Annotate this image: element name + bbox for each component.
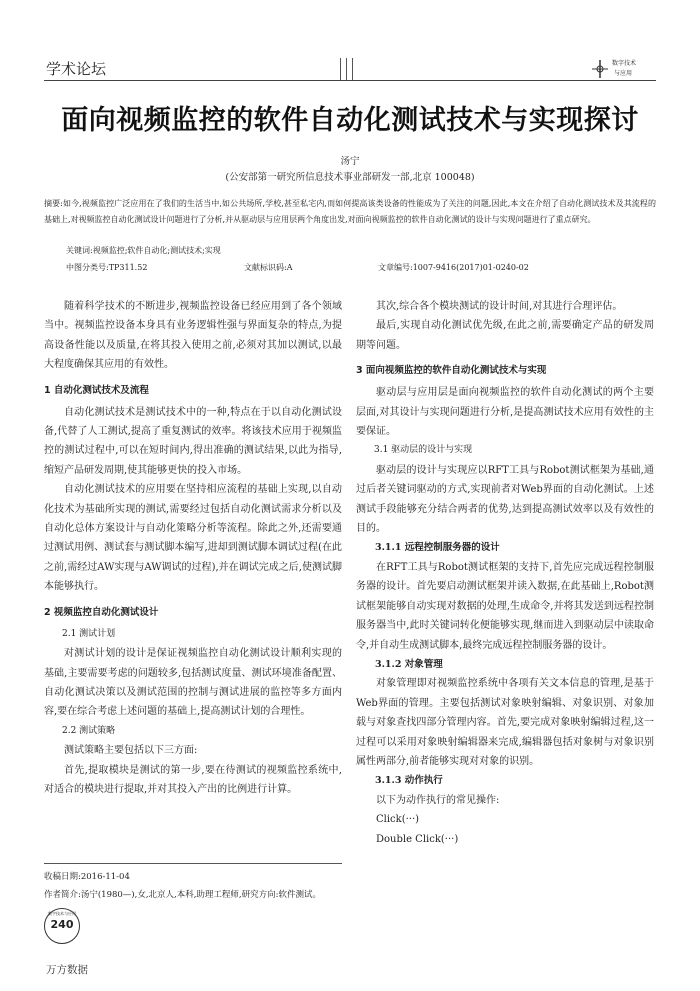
paragraph: 测试策略主要包括以下三方面: xyxy=(64,745,198,757)
paragraph: Double Click(···) xyxy=(376,833,459,845)
paragraph: 最后,实现自动化测试优先级,在此之前,需要确定产品的研发周期等问题。 xyxy=(356,320,654,351)
journal-logo xyxy=(590,58,656,80)
journal-logo-line1: 数字技术 xyxy=(612,60,637,67)
journal-logo-line2: 与应用 xyxy=(614,70,633,77)
section-heading: 3.1 驱动层的设计与实现 xyxy=(374,445,473,456)
section-heading: 2 视频监控自动化测试设计 xyxy=(44,606,159,618)
paragraph: 以下为动作执行的常见操作: xyxy=(376,794,500,806)
paragraph: 首先,提取模块是测试的第一步,要在待测试的视频监控系统中,对适合的模块进行提取,并对其投入产出的比例进行计算。 xyxy=(44,764,342,795)
paragraph: 其次,综合各个模块测试的设计时间,对其进行合理评估。 xyxy=(376,301,623,312)
section-heading: 3 面向视频监控的软件自动化测试技术与实现 xyxy=(356,365,547,377)
badge-ring-text: 数字技术与应用 xyxy=(48,911,76,916)
section-heading: 3.1.2 对象管理 xyxy=(375,658,443,670)
clc-number: 中图分类号:TP311.52 xyxy=(66,263,148,272)
author-bio: 作者简介:汤宁(1980—),女,北京人,本科,助理工程师,研究方向:软件测试。 xyxy=(44,890,322,900)
author-affiliation: (公安部第一研究所信息技术事业部研发一部,北京 100048) xyxy=(225,172,475,183)
paragraph: 驱动层的设计与实现应以RFT工具与Robot测试框架为基础,通过后者关键词驱动的方式,实现前者对Web界面的自动化测试。上述测试手段能够充分结合两者的优势,达到提高测试效率以及有效性的目的。 xyxy=(356,464,654,535)
left-column xyxy=(44,297,342,799)
section-heading: 1 自动化测试技术及流程 xyxy=(44,384,149,396)
article-number: 文章编号:1007-9416(2017)01-0240-02 xyxy=(378,263,529,272)
paragraph: 驱动层与应用层是面向视频监控的软件自动化测试的两个主要层面,对其设计与实现问题进行分析,是提高测试技术应用有效性的主要保证。 xyxy=(356,387,654,438)
document-code: 文献标识码:A xyxy=(244,263,293,272)
paragraph: 随着科学技术的不断进步,视频监控设备已经应用到了各个领域当中。视频监控设备本身具有业务逻辑性强与界面复杂的特点,为提高设备性能以及质量,在将其投入使用之前,必须对其加以测试,以最大程度确保其应用的有效性。 xyxy=(44,301,342,371)
abstract: 摘要:如今,视频监控广泛应用在了我们的生活当中,如公共场所,学校,甚至私宅内,而如何提高该类设备的性能成为了关注的问题,因此,本文在介绍了自动化测试技术及其流程的基础上,对视频监控自动化测试设计问题进行了分析,并从驱动层与应用层两个角度出发,对面向视频监控的软件自动化测试的设计与实现问题进行了重点研究。 xyxy=(44,199,656,224)
paragraph: 对象管理即对视频监控系统中各项有关文本信息的管理,是基于Web界面的管理。主要包括测试对象映射编辑、对象识别、对象加载与对象查找四部分管理内容。首先,要完成对象映射编辑过程,这一过程可以采用对象映射编辑器来完成,编辑器包括对象树与对象识别属性两部分,前者能够实现对对象的识别。 xyxy=(356,678,654,767)
paragraph: 自动化测试技术是测试技术中的一种,特点在于以自动化测试设备,代替了人工测试,提高了重复测试的效率。将该技术应用于视频监控的测试过程中,可以在短时间内,得出准确的测试结果,以此为指导,缩短产品研发周期,使其能够更快的投入市场。 xyxy=(44,406,342,476)
footnote-rule xyxy=(44,863,342,864)
header-divider xyxy=(340,58,341,80)
section-heading: 3.1.3 动作执行 xyxy=(375,775,443,787)
header-divider xyxy=(352,58,353,80)
page-number-badge xyxy=(44,908,80,944)
section-heading: 2.2 测试策略 xyxy=(62,725,116,736)
paragraph: Click(···) xyxy=(376,814,420,826)
header-rule xyxy=(44,80,656,81)
journal-logo-icon xyxy=(590,58,610,80)
section-heading: 2.1 测试计划 xyxy=(62,628,116,639)
watermark-text: 万方数据 xyxy=(46,964,88,976)
header-divider xyxy=(346,58,347,80)
paragraph: 对测试计划的设计是保证视频监控自动化测试设计顺利实现的基础,主要需要考虑的问题较多,包括测试度量、测试环境准备配置、自动化测试决策以及测试范围的控制与测试进展的监控等多方面内容,要在综合考虑上述问题的基础上,提高测试计划的合理性。 xyxy=(44,648,342,718)
section-heading: 3.1.1 远程控制服务器的设计 xyxy=(375,542,500,554)
right-column xyxy=(356,297,654,849)
author-name: 汤宁 xyxy=(340,156,360,167)
page-number: 240 xyxy=(50,918,74,931)
received-date: 收稿日期:2016-11-04 xyxy=(44,872,130,882)
journal-section-title: 学术论坛 xyxy=(46,60,107,78)
keywords: 关键词:视频监控;软件自动化;测试技术;实现 xyxy=(66,246,221,255)
paragraph: 自动化测试技术的应用要在坚持相应流程的基础上实现,以自动化技术为基础所实现的测试,需要经过包括自动化测试需求分析以及自动化总体方案设计与自动化策略分析等流程。除此之外,还需要通过测试用例、测试套与测试脚本编写,进却到测试脚本调试过程(在此之前,需经过AW实现与AW调试的过程),并在调试完成之后,使测试脚本能够执行。 xyxy=(44,484,342,593)
article-title: 面向视频监控的软件自动化测试技术与实现探讨 xyxy=(61,105,639,136)
paragraph: 在RFT工具与Robot测试框架的支持下,首先应完成远程控制服务器的设计。首先要启动测试框架并读入数据,在此基础上,Robot测试框架能够自动实现对数据的处理,生成命令,并将其发送到远程控制服务器当中,此时关键词转化便能够实现,继而进入到驱动层中读取命令,并自动生成测试脚本,最终完成远程控制服务器的设计。 xyxy=(356,561,654,651)
